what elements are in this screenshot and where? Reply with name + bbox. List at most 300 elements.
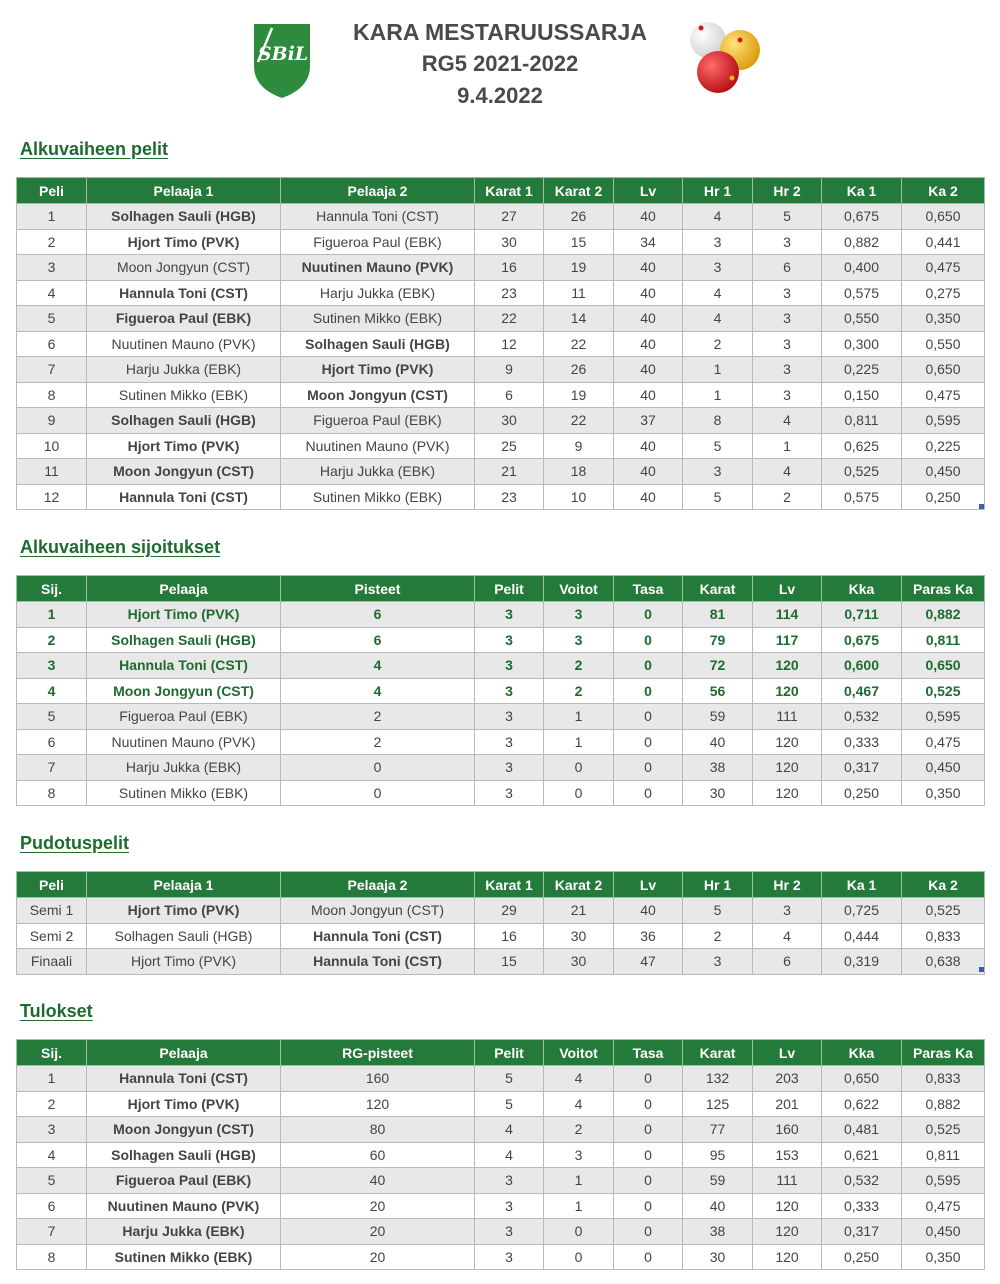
table-cell-lv: 201 xyxy=(753,1091,822,1117)
table-cell-peli: 1 xyxy=(17,204,87,230)
table-cell-hr1: 5 xyxy=(683,898,753,924)
table-cell-paras: 0,475 xyxy=(902,729,985,755)
table-cell-hr2: 4 xyxy=(753,923,822,949)
table-row xyxy=(17,1168,985,1194)
column-header: Lv xyxy=(614,872,683,898)
table-cell-peli: 12 xyxy=(17,484,87,510)
table-cell-ka2: 0,525 xyxy=(902,898,985,924)
table-cell-ka1: 0,150 xyxy=(822,382,902,408)
table-cell-karat: 81 xyxy=(683,602,753,628)
table-cell-ka2: 0,595 xyxy=(902,408,985,434)
table-cell-k1: 23 xyxy=(475,280,544,306)
table-cell-kka: 0,600 xyxy=(822,653,902,679)
playoffs-table xyxy=(16,871,985,975)
column-header: Paras Ka xyxy=(902,576,985,602)
table-cell-pelit: 5 xyxy=(475,1066,544,1092)
table-cell-p2: Moon Jongyun (CST) xyxy=(281,382,475,408)
table-cell-p2: Nuutinen Mauno (PVK) xyxy=(281,433,475,459)
table-cell-kka: 0,333 xyxy=(822,729,902,755)
table-cell-pelit: 3 xyxy=(475,704,544,730)
table-cell-ka2: 0,250 xyxy=(902,484,985,510)
table-cell-pelit: 3 xyxy=(475,1168,544,1194)
table-cell-lv: 111 xyxy=(753,1168,822,1194)
table-cell-p1: Solhagen Sauli (HGB) xyxy=(87,923,281,949)
table-row xyxy=(17,255,985,281)
column-header: Voitot xyxy=(544,1040,614,1066)
table-cell-p1: Hannula Toni (CST) xyxy=(87,280,281,306)
table-cell-pisteet: 20 xyxy=(281,1244,475,1270)
table-cell-ka2: 0,650 xyxy=(902,204,985,230)
table-cell-karat: 40 xyxy=(683,729,753,755)
table-cell-hr1: 3 xyxy=(683,229,753,255)
column-header: Pelaaja 2 xyxy=(281,178,475,204)
table-cell-peli: 2 xyxy=(17,229,87,255)
table-cell-sij: 4 xyxy=(17,1142,87,1168)
table-cell-sij: 1 xyxy=(17,602,87,628)
table-cell-hr2: 3 xyxy=(753,229,822,255)
table-cell-kka: 0,467 xyxy=(822,678,902,704)
table-cell-peli: 7 xyxy=(17,357,87,383)
table-cell-hr1: 1 xyxy=(683,357,753,383)
table-cell-k1: 16 xyxy=(475,255,544,281)
table-row xyxy=(17,280,985,306)
table-row xyxy=(17,602,985,628)
table-cell-k2: 22 xyxy=(544,331,614,357)
table-cell-p1: Solhagen Sauli (HGB) xyxy=(87,408,281,434)
column-header: Paras Ka xyxy=(902,1040,985,1066)
table-cell-p2: Sutinen Mikko (EBK) xyxy=(281,306,475,332)
table-cell-pelaaja: Nuutinen Mauno (PVK) xyxy=(87,729,281,755)
table-cell-tasa: 0 xyxy=(614,1193,683,1219)
table-cell-peli: 8 xyxy=(17,382,87,408)
table-cell-p1: Hannula Toni (CST) xyxy=(87,484,281,510)
column-header: Pelit xyxy=(475,576,544,602)
table-cell-pisteet: 6 xyxy=(281,627,475,653)
table-cell-hr1: 1 xyxy=(683,382,753,408)
table-cell-voitot: 3 xyxy=(544,602,614,628)
column-header: RG-pisteet xyxy=(281,1040,475,1066)
table-cell-ka1: 0,882 xyxy=(822,229,902,255)
table-row xyxy=(17,357,985,383)
table-cell-ka2: 0,350 xyxy=(902,306,985,332)
table-cell-pisteet: 80 xyxy=(281,1117,475,1143)
table-cell-lv: 40 xyxy=(614,204,683,230)
table-cell-pelit: 4 xyxy=(475,1142,544,1168)
table-cell-pelaaja: Moon Jongyun (CST) xyxy=(87,1117,281,1143)
table-cell-lv: 40 xyxy=(614,357,683,383)
table-cell-hr2: 6 xyxy=(753,255,822,281)
table-cell-lv: 40 xyxy=(614,280,683,306)
table-cell-tasa: 0 xyxy=(614,1142,683,1168)
column-header: Sij. xyxy=(17,1040,87,1066)
table-row xyxy=(17,780,985,806)
table-cell-paras: 0,882 xyxy=(902,602,985,628)
table-cell-voitot: 0 xyxy=(544,1219,614,1245)
table-cell-kka: 0,333 xyxy=(822,1193,902,1219)
column-header: Peli xyxy=(17,872,87,898)
table-cell-p1: Figueroa Paul (EBK) xyxy=(87,306,281,332)
table-cell-kka: 0,622 xyxy=(822,1091,902,1117)
table-row xyxy=(17,484,985,510)
table-cell-karat: 40 xyxy=(683,1193,753,1219)
section-title-results: Tulokset xyxy=(20,1001,93,1021)
table-row xyxy=(17,898,985,924)
table-cell-paras: 0,833 xyxy=(902,1066,985,1092)
table-cell-sij: 6 xyxy=(17,729,87,755)
table-cell-hr2: 3 xyxy=(753,357,822,383)
table-cell-karat: 95 xyxy=(683,1142,753,1168)
table-cell-pelaaja: Harju Jukka (EBK) xyxy=(87,755,281,781)
table-cell-kka: 0,532 xyxy=(822,704,902,730)
table-cell-paras: 0,595 xyxy=(902,1168,985,1194)
table-cell-voitot: 1 xyxy=(544,1168,614,1194)
table-cell-pelaaja: Moon Jongyun (CST) xyxy=(87,678,281,704)
table-cell-tasa: 0 xyxy=(614,627,683,653)
column-header: Pelit xyxy=(475,1040,544,1066)
table-cell-voitot: 0 xyxy=(544,1244,614,1270)
column-header: Ka 1 xyxy=(822,178,902,204)
table-cell-pelaaja: Figueroa Paul (EBK) xyxy=(87,704,281,730)
playoffs-header-row xyxy=(17,872,985,898)
standings-table xyxy=(16,575,985,806)
table-cell-kka: 0,250 xyxy=(822,780,902,806)
table-cell-k2: 15 xyxy=(544,229,614,255)
column-header: Hr 1 xyxy=(683,872,753,898)
table-cell-tasa: 0 xyxy=(614,1168,683,1194)
table-cell-pisteet: 4 xyxy=(281,653,475,679)
table-cell-peli: 6 xyxy=(17,331,87,357)
table-row xyxy=(17,433,985,459)
table-cell-hr2: 3 xyxy=(753,280,822,306)
page-title xyxy=(300,16,700,112)
table-cell-lv: 40 xyxy=(614,306,683,332)
table-cell-kka: 0,250 xyxy=(822,1244,902,1270)
table-cell-karat: 56 xyxy=(683,678,753,704)
column-header: Lv xyxy=(753,1040,822,1066)
table-cell-p2: Hannula Toni (CST) xyxy=(281,923,475,949)
table-cell-karat: 79 xyxy=(683,627,753,653)
table-cell-tasa: 0 xyxy=(614,1066,683,1092)
table-cell-ka1: 0,625 xyxy=(822,433,902,459)
table-row xyxy=(17,704,985,730)
table-cell-lv: 36 xyxy=(614,923,683,949)
table-cell-k1: 29 xyxy=(475,898,544,924)
table-cell-pelit: 3 xyxy=(475,755,544,781)
table-cell-p1: Hjort Timo (PVK) xyxy=(87,433,281,459)
column-header: Pelaaja 1 xyxy=(87,872,281,898)
table-row xyxy=(17,755,985,781)
table-cell-ka2: 0,450 xyxy=(902,459,985,485)
table-cell-tasa: 0 xyxy=(614,1219,683,1245)
table-cell-lv: 34 xyxy=(614,229,683,255)
table-cell-hr2: 3 xyxy=(753,331,822,357)
column-header: Tasa xyxy=(614,576,683,602)
column-header: Kka xyxy=(822,1040,902,1066)
table-cell-pelaaja: Hjort Timo (PVK) xyxy=(87,1091,281,1117)
table-cell-karat: 77 xyxy=(683,1117,753,1143)
table-cell-p2: Hannula Toni (CST) xyxy=(281,204,475,230)
table-cell-hr1: 3 xyxy=(683,459,753,485)
table-row xyxy=(17,1091,985,1117)
table-cell-paras: 0,595 xyxy=(902,704,985,730)
column-header: Hr 1 xyxy=(683,178,753,204)
table-cell-lv: 160 xyxy=(753,1117,822,1143)
table-cell-voitot: 0 xyxy=(544,780,614,806)
table-cell-peli: Finaali xyxy=(17,949,87,975)
column-header: Pelaaja xyxy=(87,576,281,602)
table-cell-kka: 0,711 xyxy=(822,602,902,628)
table-cell-peli: 9 xyxy=(17,408,87,434)
section-title-playoffs: Pudotuspelit xyxy=(20,833,129,853)
title-line-3: 9.4.2022 xyxy=(457,83,543,108)
table-cell-p1: Hjort Timo (PVK) xyxy=(87,229,281,255)
column-header: Sij. xyxy=(17,576,87,602)
table-cell-p2: Harju Jukka (EBK) xyxy=(281,280,475,306)
table-cell-hr1: 4 xyxy=(683,204,753,230)
table-cell-pelaaja: Solhagen Sauli (HGB) xyxy=(87,1142,281,1168)
table-cell-lv: 120 xyxy=(753,653,822,679)
column-header: Hr 2 xyxy=(753,178,822,204)
table-row xyxy=(17,1193,985,1219)
section-title-standings: Alkuvaiheen sijoitukset xyxy=(20,537,221,557)
table-cell-k1: 15 xyxy=(475,949,544,975)
table-cell-tasa: 0 xyxy=(614,780,683,806)
table-cell-hr1: 5 xyxy=(683,433,753,459)
table-cell-p1: Hjort Timo (PVK) xyxy=(87,898,281,924)
billiard-balls-icon xyxy=(688,18,764,96)
table-row xyxy=(17,331,985,357)
table-cell-paras: 0,450 xyxy=(902,1219,985,1245)
table-cell-k2: 19 xyxy=(544,382,614,408)
column-header: Voitot xyxy=(544,576,614,602)
table-cell-tasa: 0 xyxy=(614,1091,683,1117)
table-cell-lv: 120 xyxy=(753,1244,822,1270)
column-header: Karat 1 xyxy=(475,178,544,204)
table-cell-p2: Solhagen Sauli (HGB) xyxy=(281,331,475,357)
table-cell-ka1: 0,400 xyxy=(822,255,902,281)
table-cell-tasa: 0 xyxy=(614,1244,683,1270)
table-cell-p2: Sutinen Mikko (EBK) xyxy=(281,484,475,510)
table-cell-lv: 37 xyxy=(614,408,683,434)
table-cell-pelaaja: Nuutinen Mauno (PVK) xyxy=(87,1193,281,1219)
table-cell-p1: Hjort Timo (PVK) xyxy=(87,949,281,975)
table-cell-voitot: 0 xyxy=(544,755,614,781)
table-cell-sij: 6 xyxy=(17,1193,87,1219)
table-cell-peli: 5 xyxy=(17,306,87,332)
table-cell-k1: 12 xyxy=(475,331,544,357)
table-cell-ka2: 0,638 xyxy=(902,949,985,975)
table-cell-k1: 9 xyxy=(475,357,544,383)
table-cell-karat: 38 xyxy=(683,1219,753,1245)
table-cell-pelaaja: Harju Jukka (EBK) xyxy=(87,1219,281,1245)
table-cell-k2: 11 xyxy=(544,280,614,306)
table-cell-hr2: 5 xyxy=(753,204,822,230)
table-cell-p1: Harju Jukka (EBK) xyxy=(87,357,281,383)
table-cell-kka: 0,317 xyxy=(822,755,902,781)
table-row xyxy=(17,408,985,434)
table-cell-k2: 30 xyxy=(544,923,614,949)
table-cell-k2: 19 xyxy=(544,255,614,281)
table-cell-karat: 59 xyxy=(683,1168,753,1194)
column-header: Karat xyxy=(683,1040,753,1066)
column-header: Pelaaja 1 xyxy=(87,178,281,204)
table-cell-peli: 11 xyxy=(17,459,87,485)
table-cell-ka1: 0,575 xyxy=(822,280,902,306)
table-cell-p1: Solhagen Sauli (HGB) xyxy=(87,204,281,230)
table-row xyxy=(17,1066,985,1092)
table-cell-pelit: 3 xyxy=(475,1193,544,1219)
table-cell-lv: 153 xyxy=(753,1142,822,1168)
table-row xyxy=(17,678,985,704)
table-cell-lv: 111 xyxy=(753,704,822,730)
table-cell-paras: 0,811 xyxy=(902,1142,985,1168)
column-header: Pisteet xyxy=(281,576,475,602)
table-cell-voitot: 4 xyxy=(544,1091,614,1117)
column-header: Hr 2 xyxy=(753,872,822,898)
table-cell-lv: 40 xyxy=(614,331,683,357)
table-cell-sij: 5 xyxy=(17,704,87,730)
column-header: Lv xyxy=(614,178,683,204)
table-cell-hr1: 8 xyxy=(683,408,753,434)
table-cell-sij: 2 xyxy=(17,627,87,653)
table-cell-ka2: 0,550 xyxy=(902,331,985,357)
table-cell-p1: Nuutinen Mauno (PVK) xyxy=(87,331,281,357)
table-cell-ka1: 0,525 xyxy=(822,459,902,485)
column-header: Kka xyxy=(822,576,902,602)
table-cell-ka1: 0,550 xyxy=(822,306,902,332)
resize-handle-icon xyxy=(979,504,984,509)
table-cell-sij: 8 xyxy=(17,1244,87,1270)
table-cell-ka1: 0,811 xyxy=(822,408,902,434)
table-cell-ka1: 0,319 xyxy=(822,949,902,975)
column-header: Ka 2 xyxy=(902,872,985,898)
table-cell-lv: 40 xyxy=(614,484,683,510)
table-cell-pisteet: 160 xyxy=(281,1066,475,1092)
table-cell-lv: 40 xyxy=(614,898,683,924)
table-cell-pisteet: 0 xyxy=(281,780,475,806)
table-cell-lv: 40 xyxy=(614,459,683,485)
table-cell-sij: 4 xyxy=(17,678,87,704)
column-header: Ka 2 xyxy=(902,178,985,204)
table-cell-peli: 10 xyxy=(17,433,87,459)
games-header-row xyxy=(17,178,985,204)
logo-text: SBiL xyxy=(257,43,309,65)
table-cell-kka: 0,532 xyxy=(822,1168,902,1194)
table-cell-k1: 27 xyxy=(475,204,544,230)
table-cell-sij: 3 xyxy=(17,653,87,679)
table-cell-p2: Harju Jukka (EBK) xyxy=(281,459,475,485)
table-cell-pisteet: 20 xyxy=(281,1193,475,1219)
table-cell-pelit: 3 xyxy=(475,602,544,628)
table-cell-pisteet: 20 xyxy=(281,1219,475,1245)
table-row xyxy=(17,923,985,949)
table-cell-lv: 117 xyxy=(753,627,822,653)
table-cell-hr2: 4 xyxy=(753,459,822,485)
page-header xyxy=(0,0,1000,120)
table-cell-sij: 3 xyxy=(17,1117,87,1143)
table-cell-paras: 0,525 xyxy=(902,1117,985,1143)
table-cell-hr2: 4 xyxy=(753,408,822,434)
table-cell-karat: 38 xyxy=(683,755,753,781)
table-cell-karat: 30 xyxy=(683,780,753,806)
table-cell-pelaaja: Sutinen Mikko (EBK) xyxy=(87,780,281,806)
table-cell-p2: Figueroa Paul (EBK) xyxy=(281,408,475,434)
table-cell-pelit: 3 xyxy=(475,1244,544,1270)
table-cell-k1: 16 xyxy=(475,923,544,949)
table-cell-tasa: 0 xyxy=(614,653,683,679)
table-cell-k1: 25 xyxy=(475,433,544,459)
column-header: Pelaaja 2 xyxy=(281,872,475,898)
results-header-row xyxy=(17,1040,985,1066)
table-cell-hr1: 3 xyxy=(683,255,753,281)
table-cell-pelaaja: Solhagen Sauli (HGB) xyxy=(87,627,281,653)
table-cell-pisteet: 0 xyxy=(281,755,475,781)
table-cell-pelit: 3 xyxy=(475,1219,544,1245)
column-header: Pelaaja xyxy=(87,1040,281,1066)
table-cell-p2: Figueroa Paul (EBK) xyxy=(281,229,475,255)
table-row xyxy=(17,229,985,255)
table-row xyxy=(17,627,985,653)
table-cell-lv: 40 xyxy=(614,382,683,408)
table-cell-hr1: 2 xyxy=(683,923,753,949)
table-cell-paras: 0,350 xyxy=(902,780,985,806)
table-cell-lv: 120 xyxy=(753,678,822,704)
table-cell-lv: 120 xyxy=(753,729,822,755)
table-cell-hr2: 3 xyxy=(753,382,822,408)
table-row xyxy=(17,729,985,755)
table-row xyxy=(17,653,985,679)
table-row xyxy=(17,1219,985,1245)
table-cell-hr2: 6 xyxy=(753,949,822,975)
table-cell-hr1: 4 xyxy=(683,306,753,332)
table-cell-k2: 9 xyxy=(544,433,614,459)
table-cell-k2: 26 xyxy=(544,357,614,383)
table-row xyxy=(17,1117,985,1143)
table-cell-k2: 30 xyxy=(544,949,614,975)
table-cell-k1: 30 xyxy=(475,229,544,255)
table-cell-lv: 40 xyxy=(614,433,683,459)
table-row xyxy=(17,1142,985,1168)
table-cell-pelit: 3 xyxy=(475,653,544,679)
table-cell-pisteet: 120 xyxy=(281,1091,475,1117)
table-row xyxy=(17,204,985,230)
table-cell-kka: 0,650 xyxy=(822,1066,902,1092)
column-header: Karat xyxy=(683,576,753,602)
table-cell-voitot: 2 xyxy=(544,1117,614,1143)
table-row xyxy=(17,382,985,408)
column-header: Karat 1 xyxy=(475,872,544,898)
table-cell-k2: 18 xyxy=(544,459,614,485)
title-line-2: RG5 2021-2022 xyxy=(421,51,579,76)
table-cell-sij: 5 xyxy=(17,1168,87,1194)
table-cell-kka: 0,621 xyxy=(822,1142,902,1168)
table-cell-sij: 7 xyxy=(17,755,87,781)
table-cell-pelaaja: Hannula Toni (CST) xyxy=(87,1066,281,1092)
table-cell-k2: 22 xyxy=(544,408,614,434)
table-cell-hr1: 4 xyxy=(683,280,753,306)
table-cell-k1: 21 xyxy=(475,459,544,485)
table-cell-paras: 0,525 xyxy=(902,678,985,704)
games-table xyxy=(16,177,985,510)
column-header: Lv xyxy=(753,576,822,602)
table-row xyxy=(17,306,985,332)
table-cell-paras: 0,882 xyxy=(902,1091,985,1117)
table-cell-ka2: 0,833 xyxy=(902,923,985,949)
table-cell-p1: Moon Jongyun (CST) xyxy=(87,459,281,485)
table-cell-hr2: 1 xyxy=(753,433,822,459)
column-header: Karat 2 xyxy=(544,178,614,204)
table-cell-voitot: 2 xyxy=(544,678,614,704)
